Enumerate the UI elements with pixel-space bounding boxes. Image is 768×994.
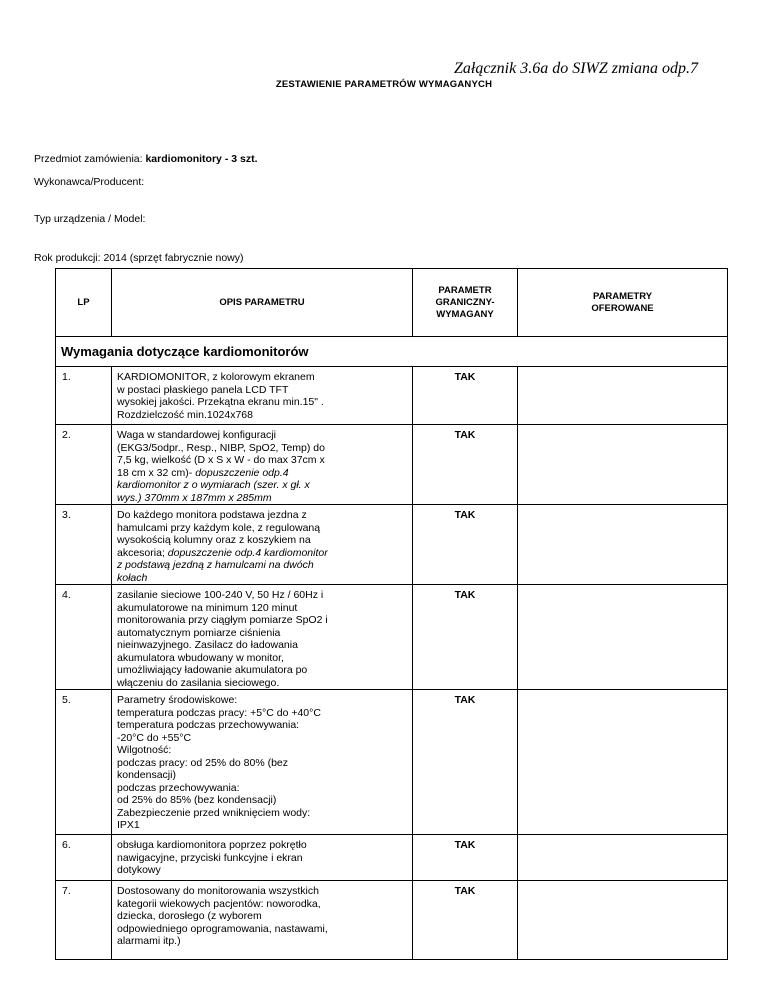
row-description [112, 881, 413, 960]
row-required-value: TAK [413, 835, 518, 881]
table-row [56, 835, 728, 881]
header-offered [518, 269, 728, 337]
row-lp: 3. [56, 505, 112, 585]
row-required-value: TAK [413, 690, 518, 835]
description-line: odpowiedniego oprogramowania, nastawami, [117, 922, 328, 935]
row-lp: 2. [56, 425, 112, 505]
description-line: zasilanie sieciowe 100-240 V, 50 Hz / 60Hz i [117, 589, 324, 601]
annex-label: Załącznik 3.6a do SIWZ zmiana odp.7 [454, 60, 698, 77]
description-line: nawigacyjne, przyciski funkcyjne i ekran [117, 851, 303, 864]
row-description [112, 835, 413, 881]
row-description [112, 425, 413, 505]
row-offered-value[interactable] [518, 425, 728, 505]
description-line: wysokością kolumny oraz z koszykiem na [117, 534, 311, 546]
description-line: temperatura podczas pracy: +5°C do +40°C [117, 706, 321, 719]
row-lp: 5. [56, 690, 112, 835]
description-line: dziecka, dorosłego (z wyborem [117, 910, 262, 922]
description-italic-line: dopuszczenie odp.4 [195, 466, 289, 479]
subject-label: Przedmiot zamówienia: [34, 153, 146, 165]
document-title: ZESTAWIENIE PARAMETRÓW WYMAGANYCH [275, 79, 493, 90]
description-line: Do każdego monitora podstawa jezdna z [117, 509, 307, 521]
parameters-table [55, 268, 728, 960]
description-line: obsługa kardiomonitora poprzez pokrętło [117, 839, 307, 851]
description-line: automatycznym pomiarze ciśnienia [117, 626, 281, 639]
description-line: 18 cm x 32 cm)- [117, 466, 196, 479]
description-line: Rozdzielczość min.1024x768 [117, 408, 253, 421]
header-required-line: WYMAGANY [436, 308, 494, 320]
table-row [56, 367, 728, 425]
header-required-line: PARAMETR [438, 284, 492, 296]
row-lp: 1. [56, 367, 112, 425]
description-line: IPX1 [117, 819, 140, 831]
row-lp: 4. [56, 585, 112, 690]
table-row [56, 690, 728, 835]
description-line: monitorowania przy ciągłym pomiarze SpO2 i [117, 614, 328, 626]
description-italic-line: wys.) 370mm x 187mm x 285mm [117, 491, 272, 504]
header-desc: OPIS PARAMETRU [112, 269, 413, 337]
table-row [56, 881, 728, 960]
description-line: w postaci płaskiego panela LCD TFT [117, 383, 289, 396]
description-line: Waga w standardowej konfiguracji [117, 429, 276, 441]
description-italic-line: kołach [117, 571, 148, 584]
row-required-value: TAK [413, 425, 518, 505]
header-offered-line: PARAMETRY [592, 290, 653, 302]
row-offered-value[interactable] [518, 690, 728, 835]
description-line: hamulcami przy każdym kole, z regulowaną [117, 521, 321, 534]
row-offered-value[interactable] [518, 881, 728, 960]
header-offered-line: OFEROWANE [591, 302, 654, 314]
header-lp: LP [56, 269, 112, 337]
description-line: Parametry środowiskowe: [117, 694, 238, 706]
description-line: akcesoria; [117, 546, 168, 559]
row-offered-value[interactable] [518, 585, 728, 690]
description-line: wysokiej jakości. Przekątna ekranu min.15" . [117, 396, 324, 408]
description-line: kondensacji) [117, 769, 176, 781]
contractor-line: Wykonawca/Producent: [34, 176, 145, 188]
row-offered-value[interactable] [518, 367, 728, 425]
row-lp: 6. [56, 835, 112, 881]
subject-value: kardiomonitory - 3 szt. [145, 153, 258, 165]
row-offered-value[interactable] [518, 835, 728, 881]
description-line: temperatura podczas przechowywania: [117, 719, 300, 731]
description-line: umożliwiający ładowanie akumulatora po [117, 664, 308, 676]
description-line: 7,5 kg, wielkość (D x S x W - do max 37cm x [117, 454, 325, 466]
row-lp: 7. [56, 881, 112, 960]
subject-line [34, 153, 258, 165]
section-title: Wymagania dotyczące kardiomonitorów [56, 337, 728, 367]
description-line: nieinwazyjnego. Zasilacz do ładowania [117, 639, 298, 651]
row-required-value: TAK [413, 585, 518, 690]
row-offered-value[interactable] [518, 505, 728, 585]
description-line: -20°C do +55°C [117, 731, 192, 744]
table-row [56, 585, 728, 690]
description-line: akumulatora wbudowany w monitor, [117, 651, 284, 664]
description-line: Wilgotność: [117, 744, 172, 756]
description-line: dotykowy [117, 864, 161, 876]
table-header-row [56, 269, 728, 337]
production-year-line: Rok produkcji: 2014 (sprzęt fabrycznie nowy) [34, 252, 244, 264]
description-line: podczas pracy: od 25% do 80% (bez [117, 756, 289, 769]
device-type-line: Typ urządzenia / Model: [34, 213, 146, 225]
row-required-value: TAK [413, 505, 518, 585]
row-description [112, 367, 413, 425]
row-required-value: TAK [413, 881, 518, 960]
description-line: podczas przechowywania: [117, 781, 240, 794]
description-line: alarmami itp.) [117, 935, 181, 947]
table-row [56, 425, 728, 505]
description-line: włączeniu do zasilania sieciowego. [117, 676, 280, 689]
description-line: KARDIOMONITOR, z kolorowym ekranem [117, 371, 315, 383]
header-required-line: GRANICZNY- [435, 296, 495, 308]
table-row [56, 505, 728, 585]
section-row [56, 337, 728, 367]
description-italic-line: z podstawą jezdną z hamulcami na dwóch [117, 559, 314, 571]
description-line: Zabezpieczenie przed wniknięciem wody: [117, 806, 311, 819]
description-line: Dostosowany do monitorowania wszystkich [117, 885, 319, 897]
description-line: od 25% do 85% (bez kondensacji) [117, 794, 277, 806]
description-line: akumulatorowe na minimum 120 minut [117, 601, 298, 614]
row-description [112, 690, 413, 835]
row-description [112, 505, 413, 585]
description-line: kategorii wiekowych pacjentów: noworodka, [117, 897, 321, 910]
description-line: (EKG3/5odpr., Resp., NIBP, SpO2, Temp) do [117, 441, 325, 454]
description-italic-line: kardiomonitor z o wymiarach (szer. x gł. x [117, 479, 310, 491]
row-description [112, 585, 413, 690]
header-required [413, 269, 518, 337]
row-required-value: TAK [413, 367, 518, 425]
description-italic-line: dopuszczenie odp.4 kardiomonitor [167, 546, 328, 559]
